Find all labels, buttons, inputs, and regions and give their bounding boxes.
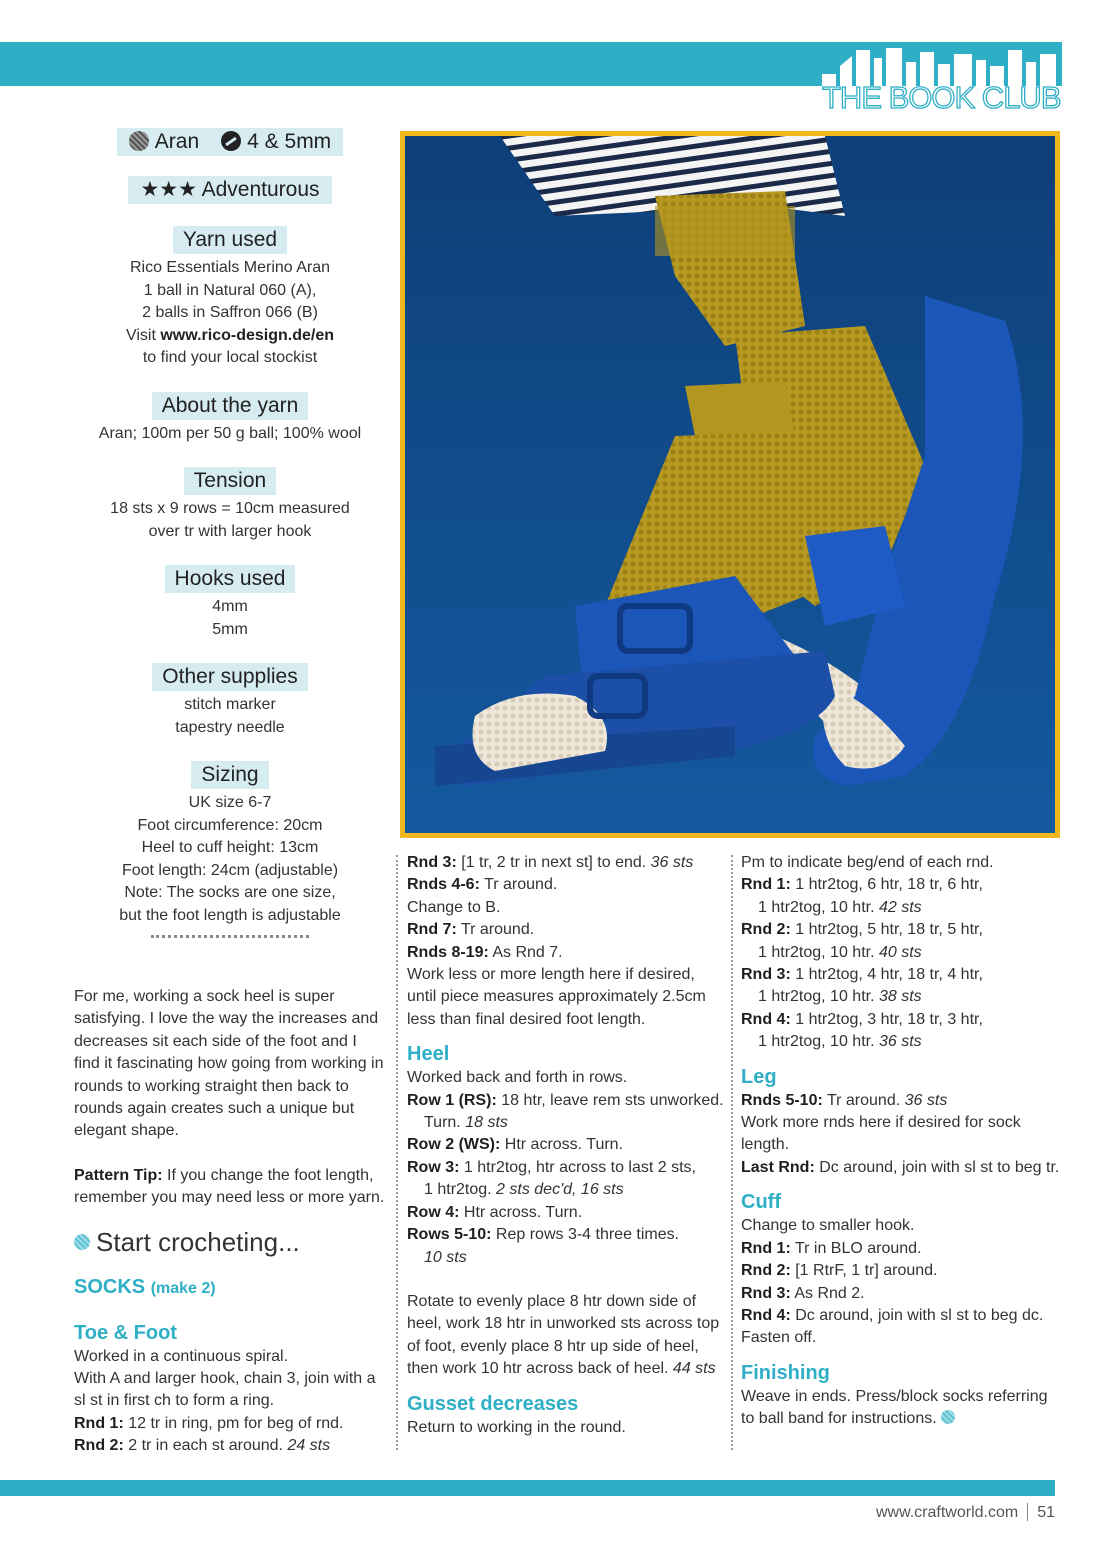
gusset-heading: Gusset decreases <box>407 1392 579 1415</box>
stitch-count: 44 sts <box>672 1360 716 1378</box>
instruction <box>407 1179 727 1201</box>
row-label: Row 1 (RS): <box>407 1091 497 1109</box>
row-text: 1 htr2tog, 10 htr. <box>758 898 879 916</box>
instruction <box>407 1224 727 1246</box>
row-label: Rnds 5-10: <box>741 1091 823 1109</box>
section-heading: Sizing <box>191 761 268 789</box>
instruction <box>741 1009 1061 1031</box>
row-text: 1 htr2tog, 6 htr, 18 tr, 6 htr, <box>790 876 983 894</box>
stitch-count: 42 sts <box>878 898 922 916</box>
instruction <box>407 942 727 964</box>
hooks-section <box>90 565 370 641</box>
instruction <box>741 1238 1061 1260</box>
yarn-weight: Aran <box>154 130 200 153</box>
hook-icon <box>221 131 241 151</box>
hook-size: 5mm <box>212 620 248 638</box>
row-text: Htr across. Turn. <box>500 1136 624 1154</box>
instruction <box>741 874 1061 896</box>
instruction <box>741 1305 1061 1327</box>
yarn-line: Rico Essentials Merino Aran <box>129 259 331 276</box>
dotted-divider <box>151 935 309 938</box>
row-text: 18 htr, leave rem sts unworked. <box>496 1091 724 1109</box>
cuff-heading: Cuff <box>741 1191 781 1214</box>
instruction <box>74 1435 386 1457</box>
heel-heading: Heel <box>407 1043 450 1066</box>
yarn-used-section <box>90 226 370 370</box>
row-label: Row 3: <box>407 1158 460 1176</box>
stitch-count: 24 sts <box>287 1437 331 1455</box>
text-column-2 <box>407 852 727 1439</box>
section-heading: Tension <box>184 467 276 495</box>
yarn-line: to find your local stockist <box>142 349 318 366</box>
row-label: Rnd 3: <box>741 966 791 984</box>
section-heading: Yarn used <box>173 226 287 254</box>
sizing-line: Foot length: 24cm (adjustable) <box>121 861 339 879</box>
leg-heading: Leg <box>741 1065 777 1088</box>
row-label: Rnd 4: <box>741 1010 791 1028</box>
instruction <box>741 1283 1061 1305</box>
tension-section <box>90 467 370 543</box>
row-text: Tr in BLO around. <box>790 1239 922 1257</box>
stitch-count: 38 sts <box>878 988 922 1006</box>
row-text: Tr around. <box>822 1091 905 1109</box>
socks-photo <box>400 131 1060 838</box>
row-text: 2 tr in each st around. <box>123 1437 288 1455</box>
row-text: 1 htr2tog, 3 htr, 18 tr, 3 htr, <box>790 1010 983 1028</box>
start-heading-text: Start crocheting... <box>96 1226 300 1257</box>
row-text: 1 htr2tog. <box>424 1181 497 1199</box>
about-yarn-section <box>90 392 370 446</box>
row-label: Rnd 2: <box>741 921 791 939</box>
instruction: With A and larger hook, chain 3, join with a sl st in first ch to form a ring. <box>74 1370 376 1410</box>
supply-item: tapestry needle <box>175 718 285 736</box>
text-column-3 <box>741 852 1061 1431</box>
bottom-banner-bar <box>0 1480 1055 1496</box>
section-heading: Other supplies <box>152 663 307 691</box>
tip-text: If you change the foot length, remember you may need less or more yarn. <box>74 1166 385 1207</box>
row-label: Rows 5-10: <box>407 1226 492 1244</box>
row-label: Rnd 7: <box>407 921 457 939</box>
stitch-count: 36 sts <box>878 1033 922 1051</box>
text-column-1 <box>74 986 386 1458</box>
instruction <box>741 964 1061 986</box>
instruction <box>407 1112 727 1134</box>
instruction <box>741 1260 1061 1282</box>
row-label: Rnd 4: <box>741 1306 791 1324</box>
row-text: Dc around, join with sl st to beg tr. <box>814 1158 1060 1176</box>
stitch-count: 10 sts <box>424 1248 467 1266</box>
footer-separator <box>1027 1503 1028 1521</box>
row-label: Last Rnd: <box>741 1158 815 1176</box>
yarn-line: 2 balls in Saffron 066 (B) <box>142 304 318 321</box>
instruction <box>407 1291 727 1381</box>
instruction <box>74 1413 386 1435</box>
stitch-count: 36 sts <box>904 1091 948 1109</box>
row-text: Dc around, join with sl st to beg dc. <box>790 1306 1044 1324</box>
row-text: 1 htr2tog, 5 htr, 18 tr, 5 htr, <box>790 921 983 939</box>
instruction <box>407 852 727 874</box>
crochet-socks-illustration <box>405 136 1055 833</box>
stitch-count: 40 sts <box>878 943 922 961</box>
row-text: 1 htr2tog, 10 htr. <box>758 988 879 1006</box>
stitch-count: 36 sts <box>650 854 694 871</box>
instruction <box>741 897 1061 919</box>
row-text: 1 htr2tog, 4 htr, 18 tr, 4 htr, <box>790 966 983 984</box>
instruction: Worked back and forth in rows. <box>407 1069 628 1087</box>
socks-heading <box>74 1274 386 1302</box>
row-text: Rotate to evenly place 8 htr down side of heel, work 18 htr in unworked sts across top of foot, evenly place 8 htr up side of heel, then work 10 htr across back of heel. <box>407 1292 720 1378</box>
sizing-line: Foot circumference: 20cm <box>137 816 323 834</box>
about-yarn-text: Aran; 100m per 50 g ball; 100% wool <box>98 424 362 442</box>
row-text: Tr around. <box>479 876 558 894</box>
row-text: Tr around. <box>456 921 535 939</box>
toe-foot-heading: Toe & Foot <box>74 1321 177 1344</box>
row-text: 1 htr2tog, htr across to last 2 sts, <box>459 1158 696 1176</box>
stitch-count: 2 sts dec'd, 16 sts <box>496 1181 624 1199</box>
row-text: Weave in ends. Press/block socks referring to ball band for instructions. <box>741 1387 1048 1428</box>
socks-note: (make 2) <box>150 1279 216 1297</box>
stockist-link[interactable]: www.rico-design.de/en <box>160 326 335 344</box>
section-heading: About the yarn <box>152 392 309 420</box>
footer-site-link[interactable]: www.craftworld.com <box>875 1504 1019 1521</box>
pattern-tip <box>74 1165 386 1210</box>
row-text: [1 RtrF, 1 tr] around. <box>790 1262 938 1280</box>
instruction <box>741 986 1061 1008</box>
stitch-count: 18 sts <box>465 1114 508 1132</box>
tip-label: Pattern Tip: <box>74 1166 163 1184</box>
row-label: Row 4: <box>407 1203 460 1221</box>
row-text: [1 tr, 2 tr in next st] to end. <box>456 854 651 871</box>
section-heading: Hooks used <box>165 565 296 593</box>
instruction <box>407 1247 727 1269</box>
column-divider <box>396 855 398 1450</box>
instruction <box>407 1202 727 1224</box>
instruction: Change to B. <box>407 898 501 916</box>
logo-text: THE BOOK CLUB <box>822 80 1061 115</box>
instruction <box>407 919 727 941</box>
instruction <box>741 942 1061 964</box>
row-text: As Rnd 7. <box>488 943 563 961</box>
page-number: 51 <box>1037 1504 1055 1521</box>
pattern-info-sidebar <box>90 128 370 938</box>
row-text: 12 tr in ring, pm for beg of rnd. <box>123 1414 344 1432</box>
instruction <box>407 1090 727 1112</box>
row-label: Rnd 1: <box>741 876 791 894</box>
hook-sizes: 4 & 5mm <box>247 130 332 153</box>
difficulty-stars: ★★★ <box>140 178 197 201</box>
instruction <box>407 1134 727 1156</box>
row-label: Rnd 3: <box>741 1284 791 1302</box>
row-label: Rnd 1: <box>741 1239 791 1257</box>
row-text: 1 htr2tog, 10 htr. <box>758 943 879 961</box>
intro-paragraph: For me, working a sock heel is super satisfying. I love the way the increases and decreases sit each side of the foot and I find it fascinating how going from working in rounds to working straight then back to rounds again creates such a unique but elegant shape. <box>74 988 384 1140</box>
row-label: Rnd 3: <box>407 854 457 871</box>
instruction <box>741 1386 1061 1431</box>
instruction: Change to smaller hook. <box>741 1217 915 1235</box>
difficulty-tag <box>128 176 331 204</box>
book-club-logo <box>818 44 1068 114</box>
instruction: Work less or more length here if desired, until piece measures approximately 2.5cm less than final desired foot length. <box>407 966 706 1028</box>
row-text: Turn. <box>424 1114 466 1132</box>
sizing-line: Note: The socks are one size, <box>124 884 336 901</box>
row-label: Rnd 2: <box>74 1437 124 1455</box>
socks-title: SOCKS <box>74 1275 146 1298</box>
supplies-section <box>90 663 370 739</box>
yarn-ball-icon <box>129 131 149 151</box>
yarn-weight-hook-tag <box>117 128 343 156</box>
hook-size: 4mm <box>212 598 248 615</box>
instruction: Work more rnds here if desired for sock length. <box>741 1114 1021 1154</box>
row-text: 1 htr2tog, 10 htr. <box>758 1033 879 1051</box>
difficulty-label: Adventurous <box>201 178 320 201</box>
row-text: Htr across. Turn. <box>459 1203 583 1221</box>
row-text: Rep rows 3-4 three times. <box>491 1226 680 1244</box>
row-label: Rnds 4-6: <box>407 876 480 894</box>
instruction: Return to working in the round. <box>407 1418 626 1436</box>
sizing-line: UK size 6-7 <box>188 794 272 811</box>
instruction: Worked in a continuous spiral. <box>74 1347 289 1365</box>
sizing-line: Heel to cuff height: 13cm <box>141 839 319 856</box>
start-heading <box>74 1226 386 1258</box>
instruction <box>407 1157 727 1179</box>
yarn-ball-icon <box>74 1234 90 1250</box>
row-label: Rnd 2: <box>741 1262 791 1280</box>
row-label: Row 2 (WS): <box>407 1136 501 1154</box>
sizing-line: but the foot length is adjustable <box>119 906 341 924</box>
tension-line: over tr with larger hook <box>148 522 312 540</box>
supply-item: stitch marker <box>184 696 276 713</box>
column-divider <box>731 855 733 1450</box>
instruction <box>741 919 1061 941</box>
instruction: Pm to indicate beg/end of each rnd. <box>741 854 994 871</box>
row-text: As Rnd 2. <box>790 1284 865 1302</box>
instruction <box>407 874 727 896</box>
instruction: Fasten off. <box>741 1329 817 1347</box>
row-label: Rnd 1: <box>74 1414 124 1432</box>
instruction <box>741 1090 1061 1112</box>
page-footer <box>876 1503 1055 1522</box>
yarn-line: 1 ball in Natural 060 (A), <box>143 281 317 299</box>
finishing-heading: Finishing <box>741 1361 830 1384</box>
yarn-ball-end-icon <box>941 1410 955 1424</box>
sizing-section <box>90 761 370 938</box>
instruction <box>741 1157 1061 1179</box>
instruction <box>741 1031 1061 1053</box>
visit-prefix: Visit <box>125 326 161 344</box>
row-label: Rnds 8-19: <box>407 943 489 961</box>
tension-line: 18 sts x 9 rows = 10cm measured <box>110 500 350 517</box>
